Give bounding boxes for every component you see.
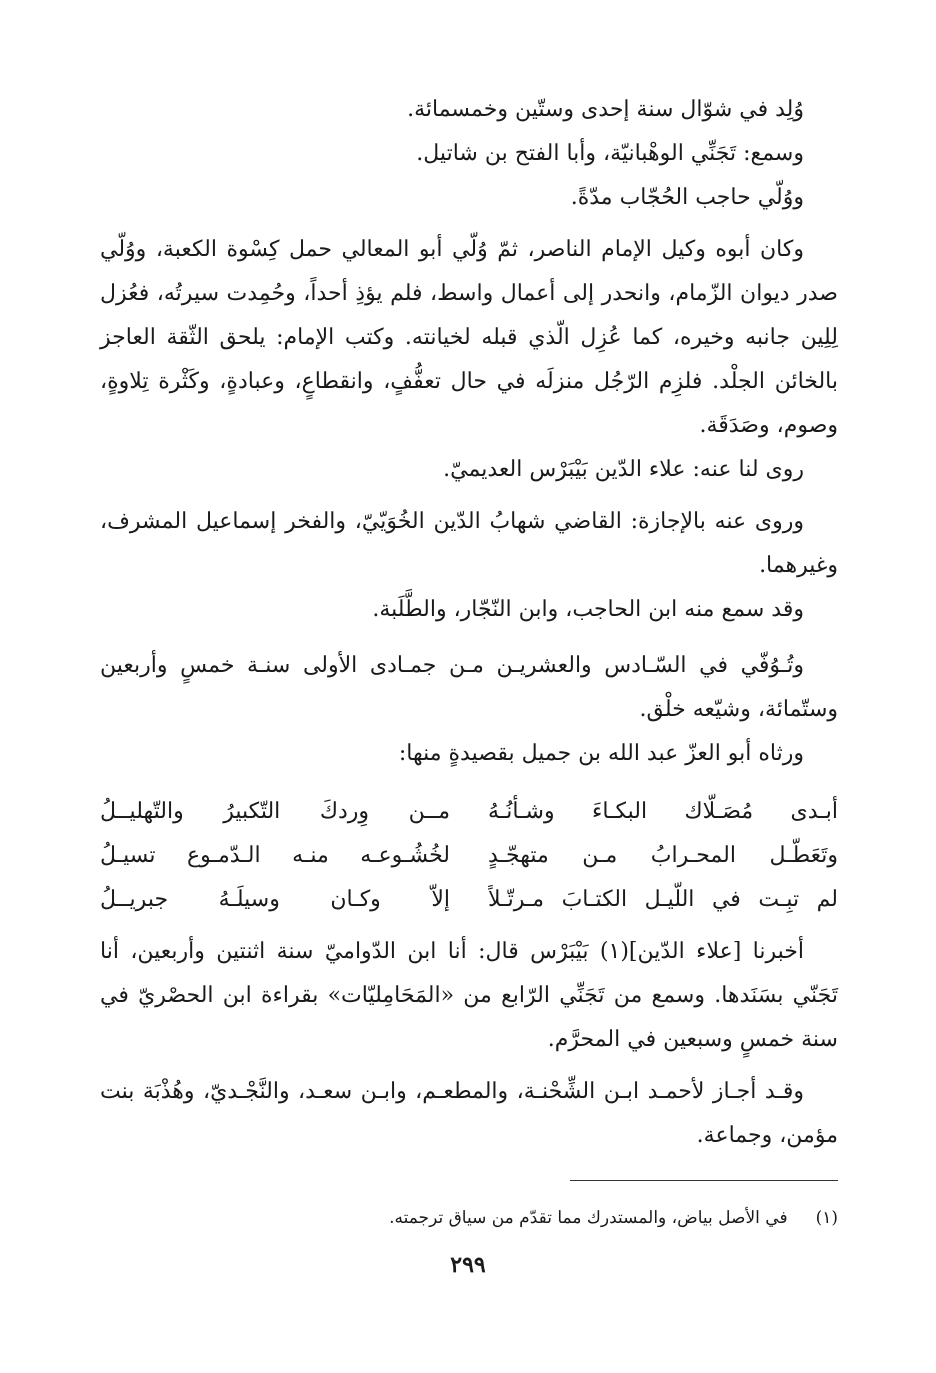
- paragraph-ijaza: وروى عنه بالإجازة: القاضي شهابُ الدّين الخُوَيّيّ، والفخر إسماعيل المشرف، وغيرهما.: [100, 509, 838, 578]
- paragraph-office: ووُلّي حاجب الحُجّاب مدّةً.: [570, 185, 804, 210]
- paragraph-heard-from: وسمع: تَجَنِّي الوهْبانيّة، وأبا الفتح بن شاتيل.: [416, 141, 804, 166]
- footnote-marker: (١): [815, 1208, 838, 1228]
- verse-first-hemistich: لم تبِـت في اللّيـل الكتـابَ مـرتّـلاً: [488, 887, 838, 912]
- verse-second-hemistich: مــن وِردكَ التّكبيرُ والتّهليــلُ: [100, 799, 450, 824]
- verse-first-hemistich: وتَعَطّـل المحـرابُ مـن متهجّـدٍ: [488, 843, 838, 868]
- paragraph-akhbarana: أخبرنا [علاء الدّين](١) بَيْبَرْس قال: أنا ابن الدّواميّ سنة اثنتين وأربعين، أنا تَجَنّي بسَنَدها. وسمع من تَجَنِّي الرّابع من «المَحَامِليّات» بقراءة ابن الحصْريّ في سنة خمسٍ وسبعين في المحرَّم.: [100, 939, 838, 1052]
- paragraph-birth: وُلِد في شوّال سنة إحدى وستّين وخمسمائة.: [407, 97, 804, 122]
- poem-verse: [100, 790, 838, 834]
- paragraph-elegy-intro: ورثاه أبو العزّ عبد الله بن جميل بقصيدةٍ منها:: [398, 741, 804, 766]
- footnote-text: في الأصل بياض، والمستدرك مما تقدّم من سياق ترجمته.: [389, 1208, 788, 1228]
- verse-first-hemistich: أبـدى مُصَـلّاك البكـاءَ وشـأنُـهُ: [488, 799, 838, 824]
- page-body: [100, 88, 838, 1233]
- verse-second-hemistich: إلاّ وكـان وسيلَـهُ جبريــلُ: [100, 887, 450, 912]
- poem: [100, 790, 838, 922]
- page-number: ٢٩٩: [450, 1252, 486, 1278]
- paragraph-biography: وكان أبوه وكيل الإمام الناصر، ثمّ وُلّي أبو المعالي حمل كِسْوة الكعبة، ووُلّي صدر ديوان الزّمام، وانحدر إلى أعمال واسط، فلم يؤذِ أحداً، وحُمِدت سيرتُه، فعُزل لِلِين جانبه وخيره، كما عُزِل الّذي قبله لخيانته. وكتب الإمام: يلحق الثّقة العاجز بالخائن الجلْد. فلزِم الرّجُل منزلَه في حال تعفُّفٍ، وانقطاعٍ، وعبادةٍ، وكَثْرة تِلاوةٍ، وصوم، وصَدَقَة.: [100, 237, 838, 438]
- paragraph-heard: وقد سمع منه ابن الحاجب، وابن النّجّار، والطَّلَبة.: [372, 597, 804, 622]
- verse-second-hemistich: لخُشُـوعـه منـه الـدّمـوع تسيـلُ: [100, 843, 450, 868]
- poem-verse: [100, 878, 838, 922]
- paragraph-death: وتُـوُفّي في السّـادس والعشريـن مـن جمـادى الأولى سنـة خمسٍ وأربعين وستّمائة، وشيّعه خلْق.: [100, 653, 838, 722]
- footnote-divider: [570, 1180, 838, 1181]
- footnote: [100, 1203, 838, 1233]
- paragraph-narrated: روى لنا عنه: علاء الدّين بَيْبَرْس العديميّ.: [443, 457, 804, 482]
- poem-verse: [100, 834, 838, 878]
- paragraph-final: وقـد أجـاز لأحمـد ابـن الشِّحْنـة، والمطعـم، وابـن سعـد، والنَّجْـديّ، وهُذْبَة بنت مؤمن، وجماعة.: [100, 1079, 838, 1148]
